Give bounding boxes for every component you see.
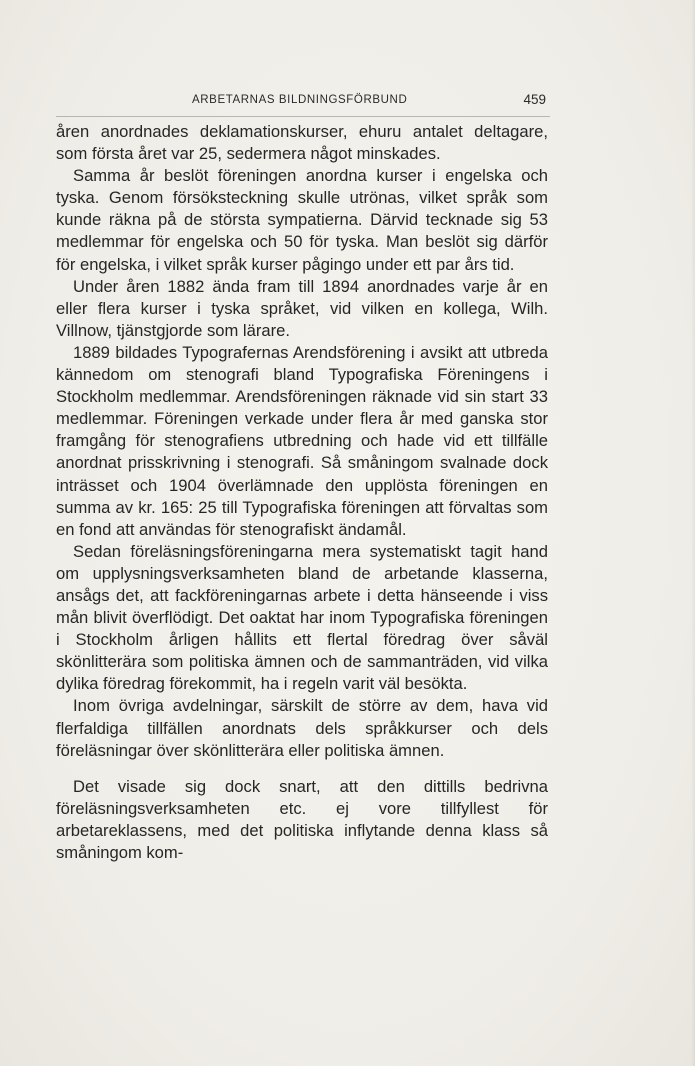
paragraph-7: Det visade sig dock snart, att den dittills bedrivna föreläsningsverksamheten etc. ej vore tillfyllest för arbetareklassens, med det politiska inflytande denna klass så småningom kom- (56, 776, 548, 862)
paragraph-3: Under åren 1882 ända fram till 1894 anordnades varje år en eller flera kurser i tyska språket, vid vilken en kollega, Wilh. Villnow, tjänstgjorde som lärare. (56, 276, 548, 340)
page-edge-shadow (691, 0, 695, 1066)
paragraph-1: åren anordnades deklamationskurser, ehuru antalet deltagare, som första året var 25, sedermera något minskades. (56, 122, 548, 164)
header-rule (56, 116, 550, 117)
paragraph-6: Inom övriga avdelningar, särskilt de större av dem, hava vid flerfaldiga tillfällen anordnats dels språkkurser och dels föreläsningar över skönlitterära eller politiska ämnen. (56, 696, 548, 760)
paragraph-2: Samma år beslöt föreningen anordna kurser i engelska och tyska. Genom försöksteckning skulle utrönas, vilket språk som kunde räkna på de största sympatierna. Därvid tecknade sig 53 medlemmar för engelska och 50 för tyska. Man beslöt sig därför för engelska, i vilket språk kurser pågingo under ett par års tid. (56, 166, 548, 274)
page-header (56, 92, 548, 112)
running-head: ARBETARNAS BILDNINGSFÖRBUND (192, 94, 408, 106)
body-text (56, 121, 548, 864)
paragraph-5: Sedan föreläsningsföreningarna mera systematiskt tagit hand om upplysningsverksamheten bland de arbetande klasserna, ansågs det, att fackföreningarnas arbete i detta hänseende i viss mån blivit överflödigt. Det oaktat har inom Typografiska föreningen i Stockholm årligen hållits ett flertal föredrag över såväl skönlitterära som politiska ämnen och de sammanträden, vid vilka dylika föredrag förekommit, ha i regeln varit väl besökta. (56, 541, 548, 694)
page-number: 459 (523, 92, 546, 107)
paragraph-4: 1889 bildades Typografernas Arendsförening i avsikt att utbreda kännedom om stenografi bland Typografiska Föreningens i Stockholm medlemmar. Arendsföreningen räknade vid sin start 33 medlemmar. Föreningen verkade under flera år med ganska stor framgång för stenografiens utbredning och hade vid ett tillfälle anordnat prisskrivning i stenografi. Så småningom svalnade dock inträsset och 1904 överlämnade den upplösta föreningen en summa av kr. 165: 25 till Typografiska föreningen att förvaltas som en fond att användas för stenografiskt ändamål. (56, 342, 548, 539)
